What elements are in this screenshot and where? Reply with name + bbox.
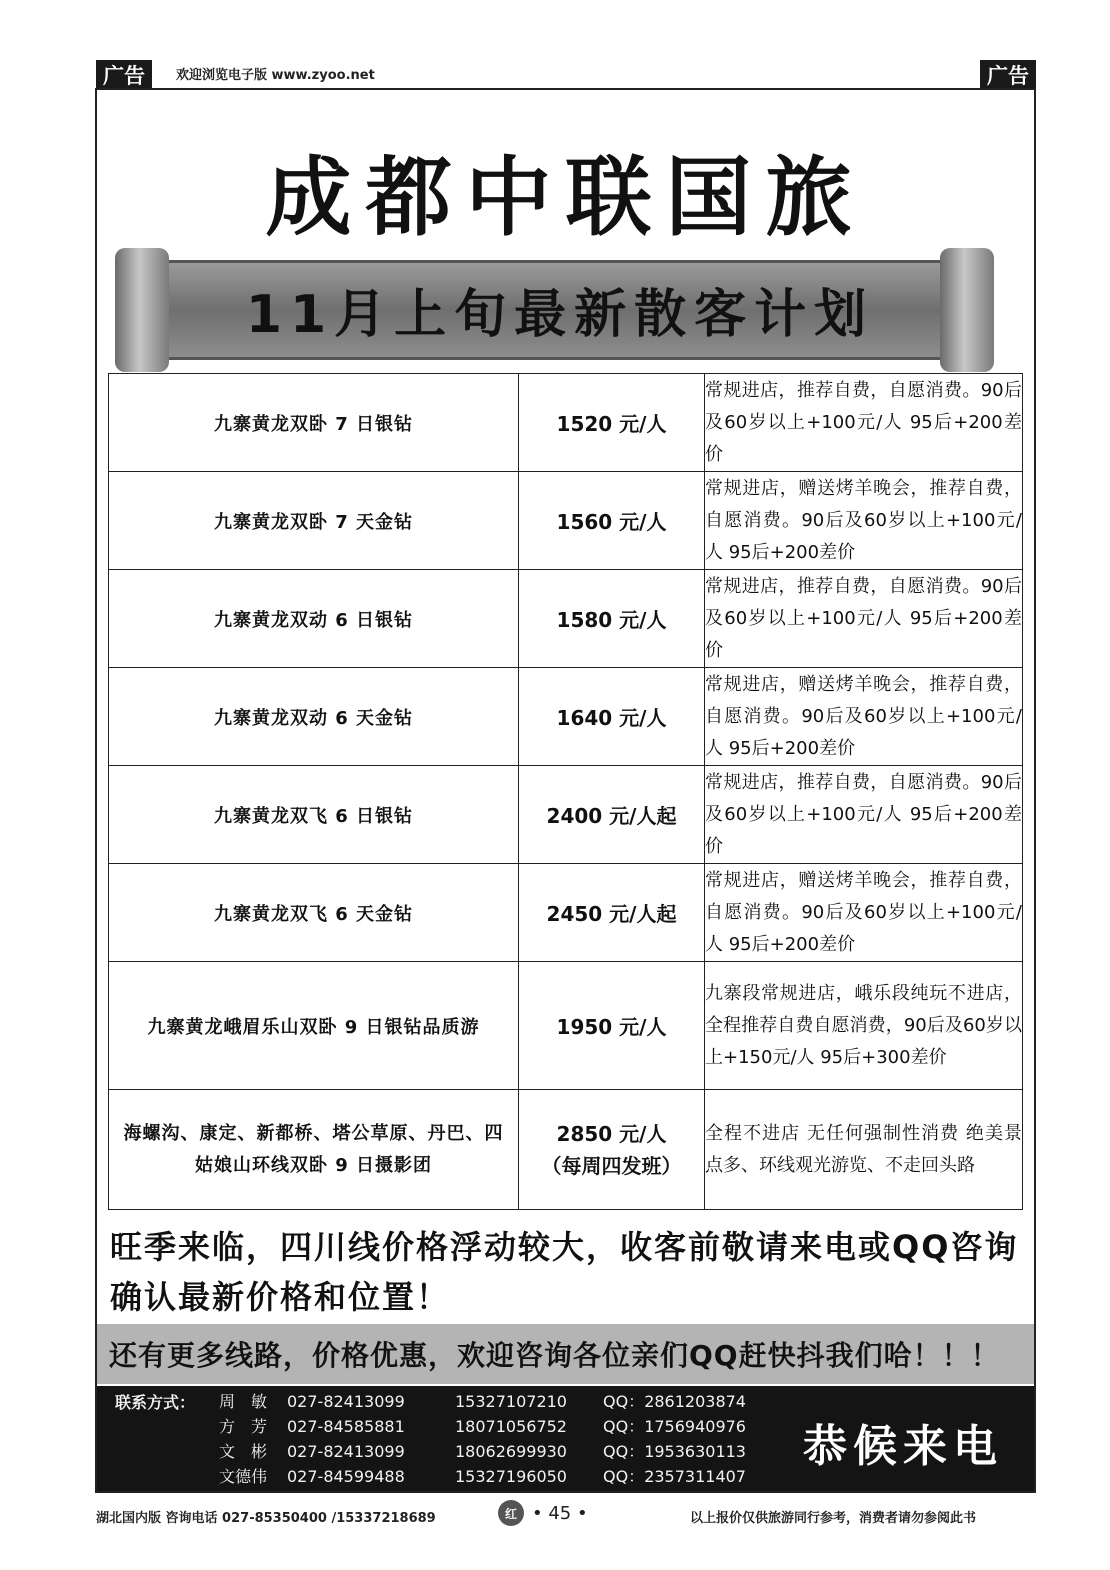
welcome-call-text: 恭候来电 [803, 1421, 1003, 1472]
route-note: 常规进店，推荐自费，自愿消费。90后及60岁以上+100元/人 95后+200差价 [705, 570, 1023, 668]
route-price: 1580 元/人 [519, 570, 705, 668]
ad-tag-right: 广告 [980, 60, 1036, 90]
table-row [109, 962, 1023, 1090]
route-price: 2450 元/人起 [519, 864, 705, 962]
route-price [519, 1090, 705, 1210]
table-row [109, 668, 1023, 766]
more-routes-text: 还有更多线路，价格优惠，欢迎咨询各位亲们QQ赶快抖我们哈！！！ [109, 1339, 1000, 1372]
route-note: 常规进店，赠送烤羊晚会，推荐自费，自愿消费。90后及60岁以上+100元/人 95后+200差价 [705, 472, 1023, 570]
contact-row [219, 1389, 793, 1414]
table-row [109, 472, 1023, 570]
route-note: 常规进店，推荐自费，自愿消费。90后及60岁以上+100元/人 95后+200差价 [705, 766, 1023, 864]
contact-qq: QQ：2861203874 [603, 1392, 746, 1411]
contact-name: 文德伟 [219, 1467, 268, 1486]
route-name: 海螺沟、康定、新都桥、塔公草原、丹巴、四姑娘山环线双卧 9 日摄影团 [109, 1090, 519, 1210]
table-row [109, 1090, 1023, 1210]
contact-mobile: 18062699930 [455, 1442, 567, 1461]
route-name: 九寨黄龙峨眉乐山双卧 9 日银钻品质游 [109, 962, 519, 1090]
more-routes-bar [97, 1324, 1034, 1384]
contact-row [219, 1414, 793, 1439]
route-note: 常规进店，推荐自费，自愿消费。90后及60岁以上+100元/人 95后+200差价 [705, 374, 1023, 472]
contact-tel: 027-82413099 [287, 1392, 405, 1411]
contact-box [97, 1386, 1034, 1491]
ad-tag-left: 广告 [96, 60, 152, 90]
welcome-url-text: 欢迎浏览电子版 www.zyoo.net [176, 68, 375, 83]
route-price: 1560 元/人 [519, 472, 705, 570]
page-number-text: • 45 • [532, 1502, 588, 1524]
route-name: 九寨黄龙双飞 6 天金钻 [109, 864, 519, 962]
price-notice: 旺季来临，四川线价格浮动较大，收客前敬请来电或QQ咨询确认最新价格和位置！ [110, 1228, 1019, 1316]
contact-mobile: 15327107210 [455, 1392, 567, 1411]
route-name: 九寨黄龙双卧 7 天金钻 [109, 472, 519, 570]
contact-tel: 027-84585881 [287, 1417, 405, 1436]
page-number [498, 1500, 588, 1526]
contact-name: 文 彬 [219, 1442, 268, 1461]
route-price-value: 2850 元/人 [556, 1121, 667, 1146]
table-row [109, 570, 1023, 668]
contact-name: 周 敏 [219, 1392, 268, 1411]
route-price: 1640 元/人 [519, 668, 705, 766]
table-row [109, 766, 1023, 864]
route-departure: （每周四发班） [541, 1153, 682, 1178]
route-name: 九寨黄龙双动 6 日银钻 [109, 570, 519, 668]
contact-row [219, 1464, 793, 1489]
banner-title: 11月上旬最新散客计划 [245, 285, 875, 345]
contact-label: 联系方式： [115, 1393, 196, 1412]
contact-qq: QQ：2357311407 [603, 1467, 746, 1486]
contact-mobile: 18071056752 [455, 1417, 567, 1436]
route-price: 1520 元/人 [519, 374, 705, 472]
route-note: 九寨段常规进店，峨乐段纯玩不进店，全程推荐自费自愿消费，90后及60岁以上+150元/人 95后+300差价 [705, 962, 1023, 1090]
route-note: 常规进店，赠送烤羊晚会，推荐自费，自愿消费。90后及60岁以上+100元/人 95后+200差价 [705, 864, 1023, 962]
contact-qq: QQ：1756940976 [603, 1417, 746, 1436]
contact-tel: 027-84599488 [287, 1467, 405, 1486]
brand-title: 成都中联国旅 [265, 147, 866, 248]
route-price: 1950 元/人 [519, 962, 705, 1090]
route-name: 九寨黄龙双卧 7 日银钻 [109, 374, 519, 472]
route-note: 常规进店，赠送烤羊晚会，推荐自费，自愿消费。90后及60岁以上+100元/人 95后+200差价 [705, 668, 1023, 766]
footer-edition: 湖北国内版 咨询电话 027-85350400 /15337218689 [96, 1511, 436, 1526]
contact-qq: QQ：1953630113 [603, 1442, 746, 1461]
route-price: 2400 元/人起 [519, 766, 705, 864]
edition-badge-icon: 红 [498, 1500, 524, 1526]
table-row [109, 374, 1023, 472]
contact-row [219, 1439, 793, 1464]
contact-tel: 027-82413099 [287, 1442, 405, 1461]
route-note: 全程不进店 无任何强制性消费 绝美景点多、环线观光游览、不走回头路 [705, 1090, 1023, 1210]
route-name: 九寨黄龙双动 6 天金钻 [109, 668, 519, 766]
contact-name: 方 芳 [219, 1417, 268, 1436]
table-row [109, 864, 1023, 962]
route-name: 九寨黄龙双飞 6 日银钻 [109, 766, 519, 864]
routes-table [108, 373, 1023, 1210]
contact-mobile: 15327196050 [455, 1467, 567, 1486]
footer-disclaimer: 以上报价仅供旅游同行参考，消费者请勿参阅此书 [690, 1511, 977, 1526]
